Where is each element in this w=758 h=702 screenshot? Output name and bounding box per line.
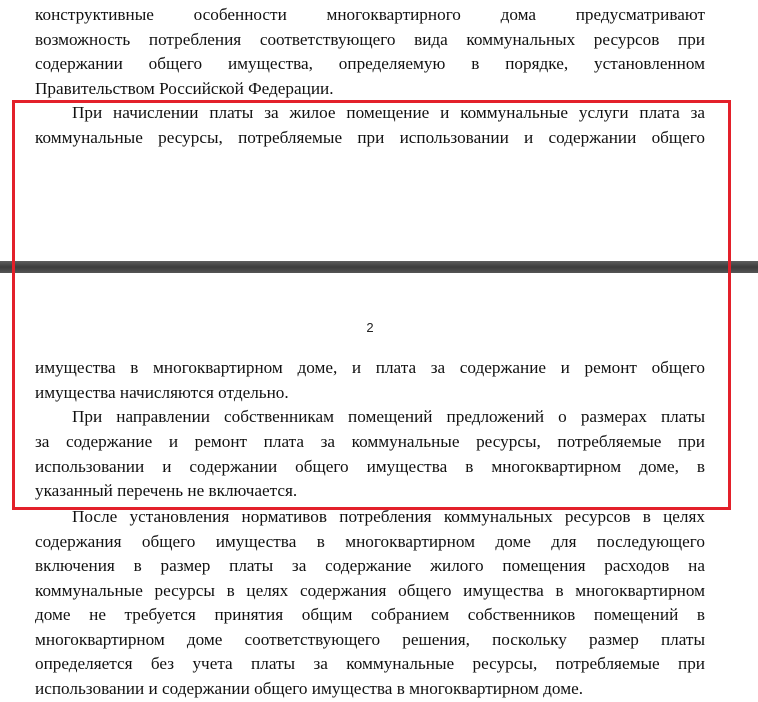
text-line: доме не требуется принятия общим собранием собственников помещений в (35, 605, 705, 624)
text-line: конструктивные особенности многоквартирного дома предусматривают (35, 5, 705, 24)
text-line: имущества в многоквартирном доме, и плата за содержание и ремонт общего (35, 358, 705, 377)
text-line: содержании общего имущества, определяемую в порядке, установленном (35, 54, 705, 73)
text-line: имущества начисляются отдельно. (35, 383, 289, 402)
text-line: включения в размер платы за содержание жилого помещения расходов на (35, 556, 705, 575)
text-line: коммунальные ресурсы, потребляемые при использовании и содержании общего (35, 128, 705, 147)
text-line: определяется без учета платы за коммунальные ресурсы, потребляемые при (35, 654, 705, 673)
text-line: использовании и содержании общего имущества в многоквартирном доме. (35, 679, 583, 698)
text-line: После установления нормативов потребления коммунальных ресурсов в целях (72, 507, 705, 526)
text-line: При направлении собственникам помещений предложений о размерах платы (72, 407, 705, 426)
text-line: указанный перечень не включается. (35, 481, 298, 500)
text-line: использовании и содержании общего имущества в многоквартирном доме, в (35, 457, 705, 476)
text-line: Правительством Российской Федерации. (35, 79, 334, 98)
page-separator (0, 261, 758, 273)
page-number: 2 (366, 320, 374, 335)
text-line: многоквартирном доме соответствующего решения, поскольку размер платы (35, 630, 705, 649)
text-line: При начислении платы за жилое помещение и коммунальные услуги плата за (72, 103, 705, 122)
text-line: за содержание и ремонт плата за коммунальные ресурсы, потребляемые при (35, 432, 705, 451)
text-line: возможность потребления соответствующего вида коммунальных ресурсов при (35, 30, 705, 49)
text-line: коммунальные ресурсы в целях содержания общего имущества в многоквартирном (35, 581, 705, 600)
text-line: содержания общего имущества в многоквартирном доме для последующего (35, 532, 705, 551)
